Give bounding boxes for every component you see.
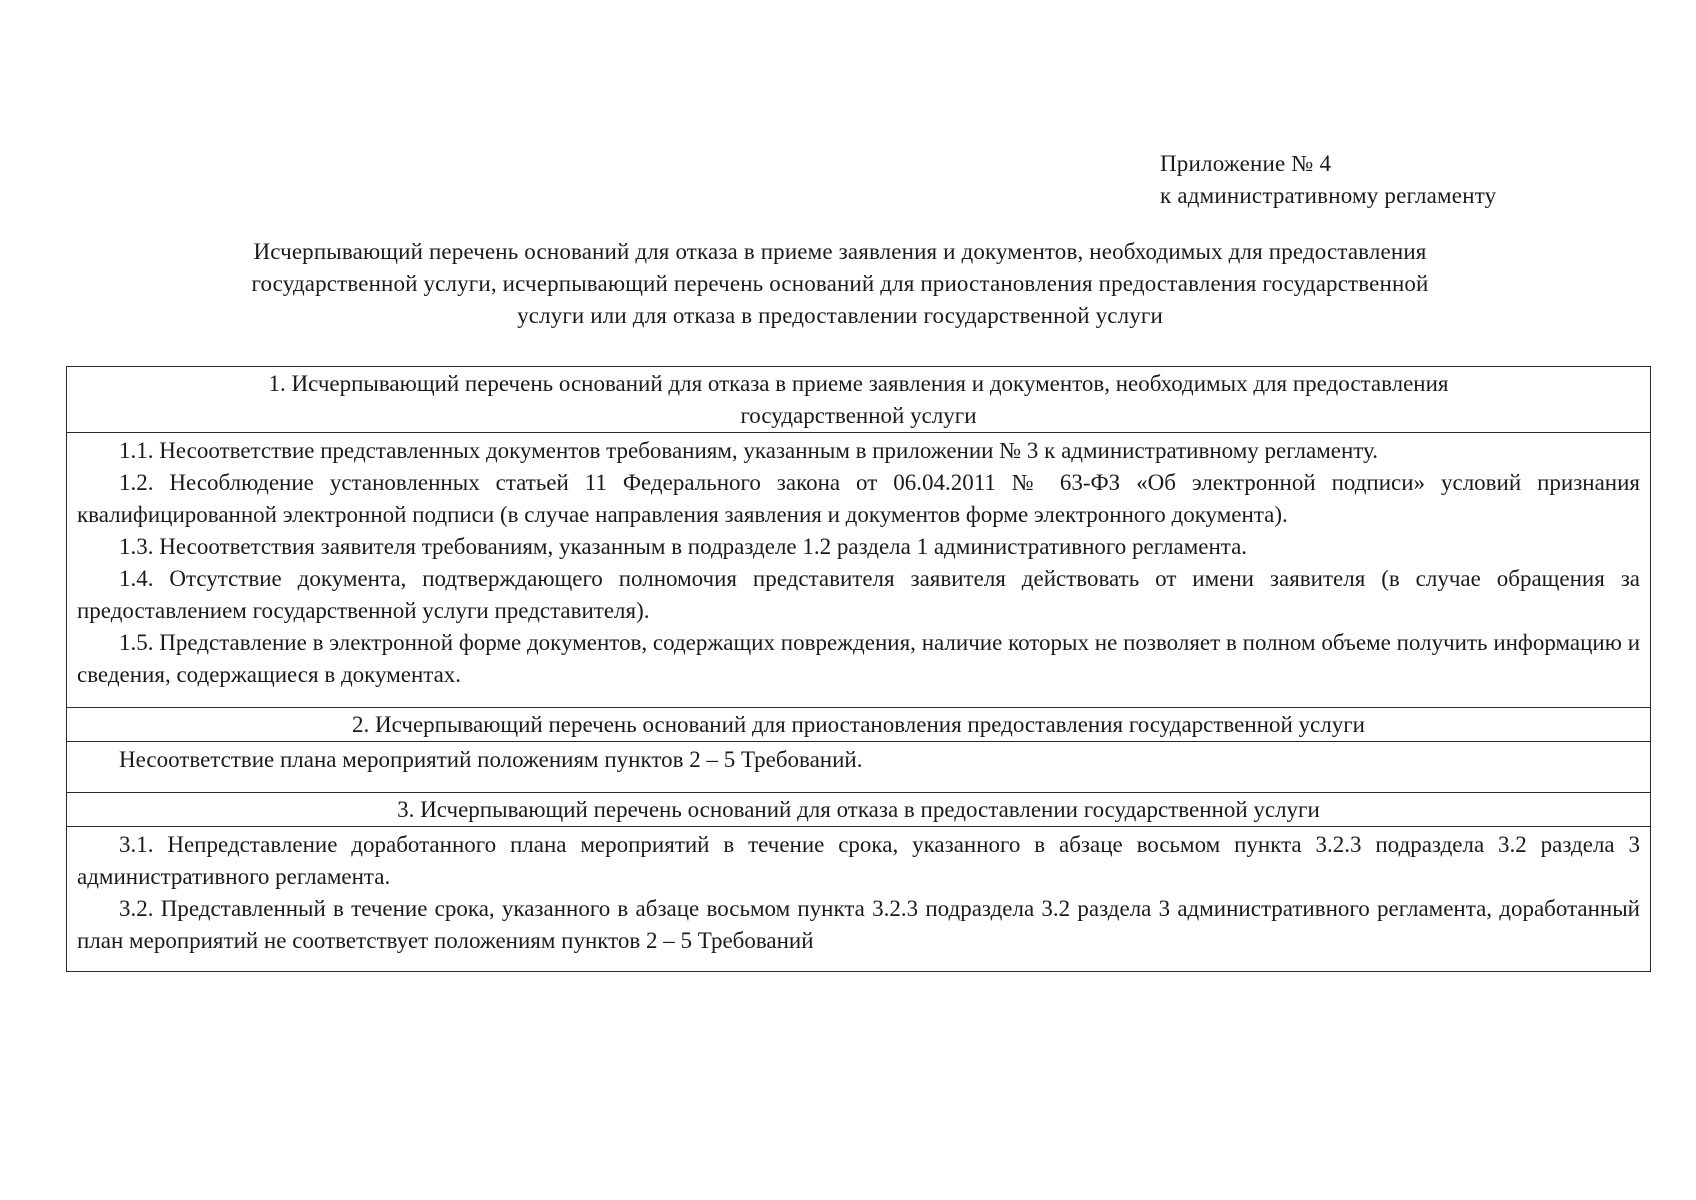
section-item: 1.2. Несоблюдение установленных статьей 11 Федерального закона от 06.04.2011 № 63-ФЗ «Об электронной подписи» условий признания квалифицированной электронной подписи (в случае направления заявления и документов форме электронного документа). xyxy=(77,470,1640,527)
section-item: 1.5. Представление в электронной форме документов, содержащих повреждения, наличие которых не позволяет в полном объеме получить информацию и сведения, содержащиеся в документах. xyxy=(77,630,1640,687)
section-2-body-row xyxy=(67,742,1651,793)
section-3-items xyxy=(67,827,1651,972)
document-title xyxy=(100,236,1580,332)
section-3-heading xyxy=(67,793,1651,827)
section-heading-line: 1. Исчерпывающий перечень оснований для отказа в приеме заявления и документов, необходимых для предоставления xyxy=(268,371,1449,396)
section-item: 3.2. Представленный в течение срока, указанного в абзаце восьмом пункта 3.2.3 подраздела 3.2 раздела 3 административного регламента, доработанный план мероприятий не соответствует положениям пунктов 2 – 5 Требований xyxy=(77,896,1640,953)
section-1-heading xyxy=(67,367,1651,433)
section-2-items xyxy=(67,742,1651,793)
section-heading-line: государственной услуги xyxy=(740,403,977,428)
section-item: 1.3. Несоответствия заявителя требованиям, указанным в подразделе 1.2 раздела 1 административного регламента. xyxy=(119,534,1248,559)
section-3-heading-row xyxy=(67,793,1651,827)
section-item: 3.1. Непредставление доработанного плана мероприятий в течение срока, указанного в абзаце восьмом пункта 3.2.3 подраздела 3.2 раздела 3 административного регламента. xyxy=(77,832,1640,889)
document-title-line: услуги или для отказа в предоставлении государственной услуги xyxy=(517,303,1163,328)
appendix-number: Приложение № 4 xyxy=(1160,151,1332,176)
section-heading-line: 2. Исчерпывающий перечень оснований для приостановления предоставления государственной услуги xyxy=(352,712,1365,737)
section-1-body-row xyxy=(67,433,1651,708)
appendix-reference: к административному регламенту xyxy=(1160,183,1497,208)
section-item: 1.1. Несоответствие представленных документов требованиям, указанным в приложении № 3 к административному регламенту. xyxy=(119,438,1378,463)
grounds-table xyxy=(66,366,1651,972)
section-3-body-row xyxy=(67,827,1651,972)
section-heading-line: 3. Исчерпывающий перечень оснований для отказа в предоставлении государственной услуги xyxy=(397,797,1320,822)
section-item: 1.4. Отсутствие документа, подтверждающего полномочия представителя заявителя действовать от имени заявителя (в случае обращения за предоставлением государственной услуги представителя). xyxy=(77,566,1640,623)
section-1-heading-row xyxy=(67,367,1651,433)
section-2-heading xyxy=(67,708,1651,742)
section-item: Несоответствие плана мероприятий положениям пунктов 2 – 5 Требований. xyxy=(119,747,863,772)
document-title-line: государственной услуги, исчерпывающий перечень оснований для приостановления предоставления государственной xyxy=(251,271,1429,296)
section-2-heading-row xyxy=(67,708,1651,742)
section-1-items xyxy=(67,433,1651,708)
document-title-line: Исчерпывающий перечень оснований для отказа в приеме заявления и документов, необходимых для предоставления xyxy=(253,239,1427,264)
appendix-note xyxy=(1160,148,1496,212)
